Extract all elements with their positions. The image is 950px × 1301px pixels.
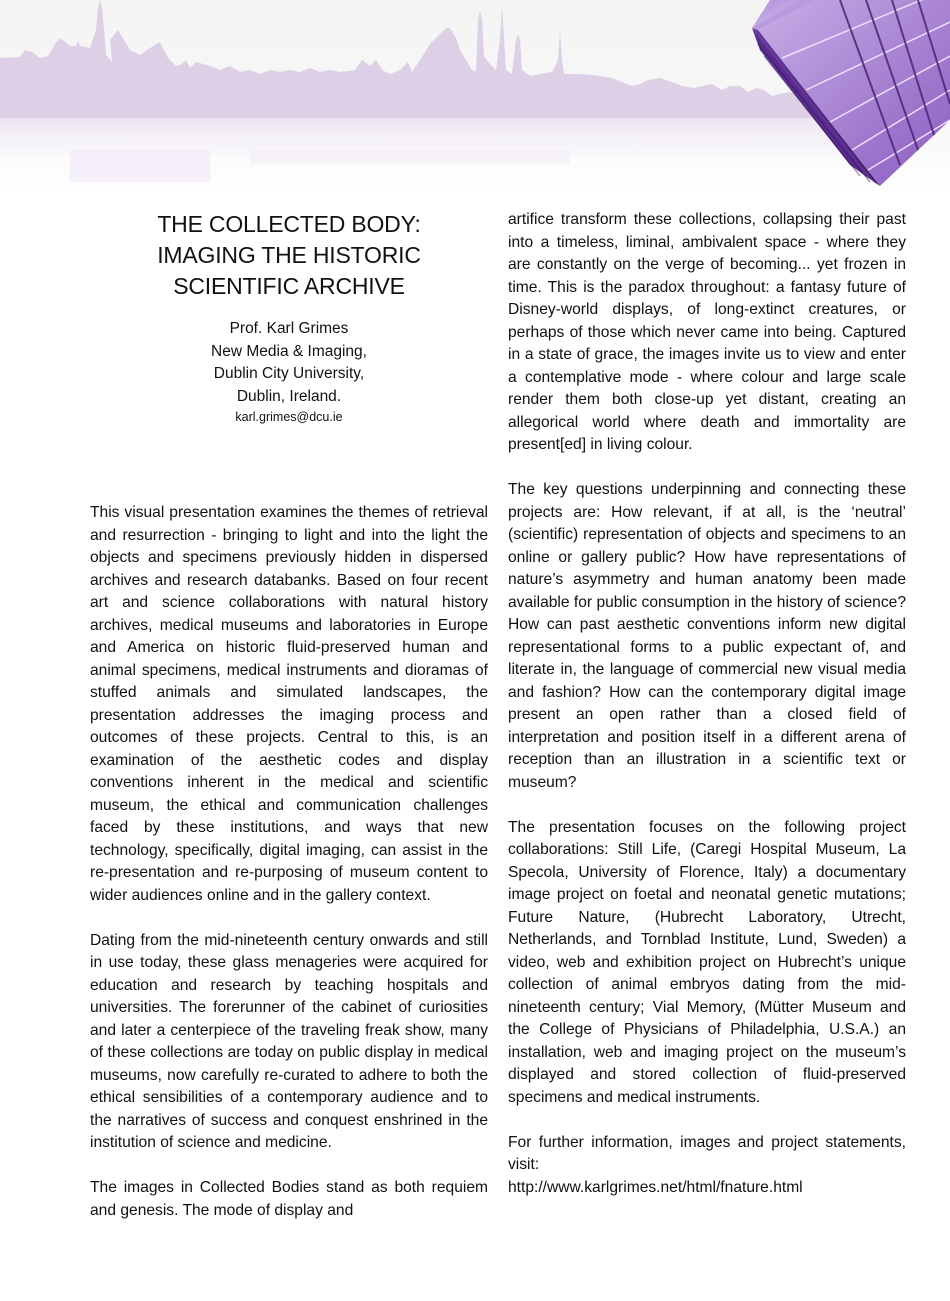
- author-department: New Media & Imaging,: [211, 342, 367, 360]
- title-line: THE COLLECTED BODY:: [157, 211, 421, 237]
- author-email[interactable]: karl.grimes@dcu.ie: [235, 410, 343, 424]
- body-paragraph: The images in Collected Bodies stand as both requiem and genesis. The mode of display and: [90, 1179, 488, 1219]
- left-column: [90, 502, 488, 1264]
- right-column: [508, 209, 906, 1264]
- body-paragraph: artifice transform these collections, collapsing their past into a timeless, liminal, ambivalent space - where they are constantly on the verge of becoming... yet frozen in time. This is the paradox throughout: a fantasy future of Disney-world displays, of long-extinct creatures, or perhaps of those which never came into being. Captured in a state of grace, the images invite us to view and enter a contemplative mode - where colour and large scale render them both close-up yet distant, creating an allegorical world where death and immortality are present[ed] in living colour.: [508, 211, 906, 453]
- author-location: Dublin, Ireland.: [236, 387, 342, 405]
- title-line: SCIENTIFIC ARCHIVE: [173, 273, 405, 299]
- skyline-illustration: [0, 0, 950, 195]
- author-institution: Dublin City University,: [213, 365, 365, 382]
- cube-graphic: [752, 0, 950, 186]
- body-paragraph: [508, 1132, 906, 1200]
- paper-title: [90, 209, 488, 302]
- body-paragraph: The presentation focuses on the following project collaborations: Still Life, (Caregi Hospital Museum, La Specola, University of Florence, Italy) a documentary image project on foetal and neonatal genetic mutations; Future Nature, (Hubrecht Laboratory, Utrecht, Netherlands, and Tornblad Institute, Lund, Sweden) a video, web and exhibition project on Hubrecht’s unique collection of animal embryos dating from the mid-nineteenth century; Vial Memory, (Mütter Museum and the College of Physicians of Philadelphia, U.S.A.) an installation, web and imaging project on the museum’s displayed and stored collection of fluid-preserved specimens and medical instruments.: [508, 818, 906, 1106]
- author-name: Prof. Karl Grimes: [229, 320, 349, 337]
- header-banner: [0, 0, 950, 195]
- body-paragraph: This visual presentation examines the themes of retrieval and resurrection - bringing to light and into the light the objects and specimens previously hidden in dispersed archives and research databanks. Based on four recent art and science collaborations with natural history archives, medical museums and laboratories in Europe and America on historic fluid-preserved human and animal specimens, medical instruments and dioramas of stuffed animals and simulated landscapes, the presentation addresses the imaging process and outcomes of these projects. Central to this, is an examination of the aesthetic codes and display conventions inherent in the medical and scientific museum, the ethical and communication challenges faced by these institutions, and ways that new technology, specifically, digital imaging, can assist in the re-presentation and re-purposing of museum content to wider audiences online and in the gallery context.: [90, 504, 488, 904]
- body-paragraph: The key questions underpinning and connecting these projects are: How relevant, if at all, is the ‘neutral’ (scientific) representation of objects and specimens to an online or gallery public? How have representations of nature’s asymmetry and human anatomy been made available for public consumption in the history of science? How can past aesthetic conventions inform new digital representational forms to a public expectant of, and literate in, the language of commercial new visual media and fashion? How can the contemporary digital image present an open rather than a closed field of interpretation and position itself in a different arena of reception than an illustration in a scientific text or museum?: [508, 481, 906, 791]
- author-block: [90, 318, 488, 426]
- project-link[interactable]: http://www.karlgrimes.net/html/fnature.html: [508, 1178, 803, 1196]
- further-info-text: For further information, images and project statements, visit:: [508, 1133, 906, 1173]
- title-line: IMAGING THE HISTORIC: [157, 242, 421, 268]
- title-block: [90, 209, 488, 426]
- body-paragraph: Dating from the mid-nineteenth century onwards and still in use today, these glass menageries were acquired for education and research by teaching hospitals and universities. The forerunner of the cabinet of curiosities and later a centerpiece of the traveling freak show, many of these collections are today on public display in medical museums, now carefully re-curated to adhere to both the ethical sensibilities of a contemporary audience and to the narratives of success and conquest enshrined in the institution of science and medicine.: [90, 931, 488, 1151]
